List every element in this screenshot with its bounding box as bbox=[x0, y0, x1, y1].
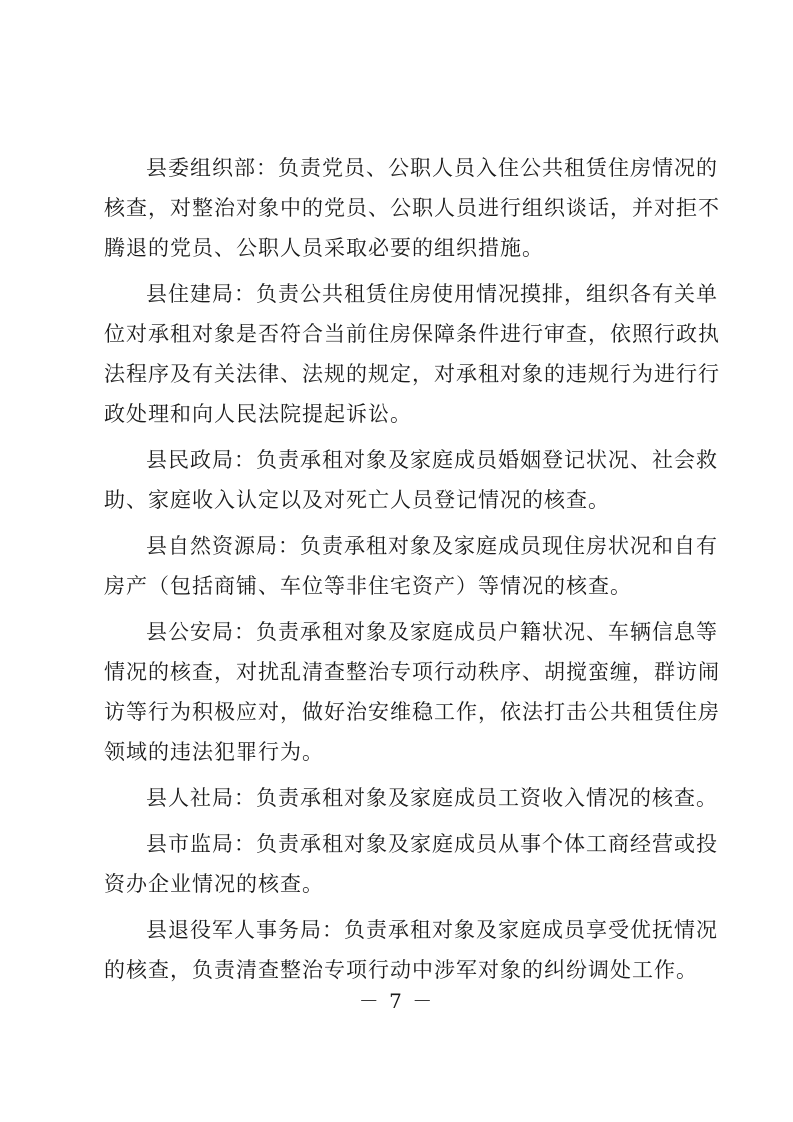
text-line: 房产（包括商铺、车位等非住宅资产）等情况的核查。 bbox=[104, 574, 632, 598]
text-line: 腾退的党员、公职人员采取必要的组织措施。 bbox=[104, 236, 544, 260]
paragraph-market-supervision-bureau bbox=[104, 824, 718, 904]
text-line: 县委组织部：负责党员、公职人员入住公共租赁住房情况的 bbox=[146, 156, 718, 180]
text-line: 核查，对整治对象中的党员、公职人员进行组织谈话，并对拒不 bbox=[104, 196, 720, 220]
paragraph-veterans-affairs-bureau bbox=[104, 910, 718, 990]
text-line: 领域的违法犯罪行为。 bbox=[104, 740, 324, 764]
paragraph-civil-affairs-bureau bbox=[104, 440, 718, 520]
text-line: 法程序及有关法律、法规的规定，对承租对象的违规行为进行行 bbox=[104, 362, 720, 386]
text-line: 县退役军人事务局：负责承租对象及家庭成员享受优抚情况 bbox=[146, 918, 718, 942]
text-line: 县公安局：负责承租对象及家庭成员户籍状况、车辆信息等 bbox=[146, 620, 718, 644]
text-line: 县自然资源局：负责承租对象及家庭成员现住房状况和自有 bbox=[146, 534, 718, 558]
page-number: － 7 － bbox=[358, 989, 435, 1013]
text-line: 资办企业情况的核查。 bbox=[104, 872, 324, 896]
paragraph-housing-bureau bbox=[104, 274, 720, 434]
text-line: 的核查，负责清查整治专项行动中涉军对象的纠纷调处工作。 bbox=[104, 958, 698, 982]
text-line: 访等行为积极应对，做好治安维稳工作，依法打击公共租赁住房 bbox=[104, 700, 720, 724]
text-line: 县人社局：负责承租对象及家庭成员工资收入情况的核查。 bbox=[146, 786, 718, 810]
paragraph-organization-department bbox=[104, 148, 720, 268]
text-line: 县民政局：负责承租对象及家庭成员婚姻登记状况、社会救 bbox=[146, 448, 718, 472]
paragraph-public-security-bureau bbox=[104, 612, 720, 772]
paragraph-human-resources-bureau bbox=[104, 778, 718, 818]
text-line: 位对承租对象是否符合当前住房保障条件进行审查，依照行政执 bbox=[104, 322, 720, 346]
document-body bbox=[104, 148, 720, 996]
text-line: 助、家庭收入认定以及对死亡人员登记情况的核查。 bbox=[104, 488, 610, 512]
text-line: 情况的核查，对扰乱清查整治专项行动秩序、胡搅蛮缠，群访闹 bbox=[104, 660, 720, 684]
text-line: 县住建局：负责公共租赁住房使用情况摸排，组织各有关单 bbox=[146, 282, 718, 306]
text-line: 政处理和向人民法院提起诉讼。 bbox=[104, 402, 412, 426]
text-line: 县市监局：负责承租对象及家庭成员从事个体工商经营或投 bbox=[146, 832, 718, 856]
paragraph-natural-resources-bureau bbox=[104, 526, 718, 606]
